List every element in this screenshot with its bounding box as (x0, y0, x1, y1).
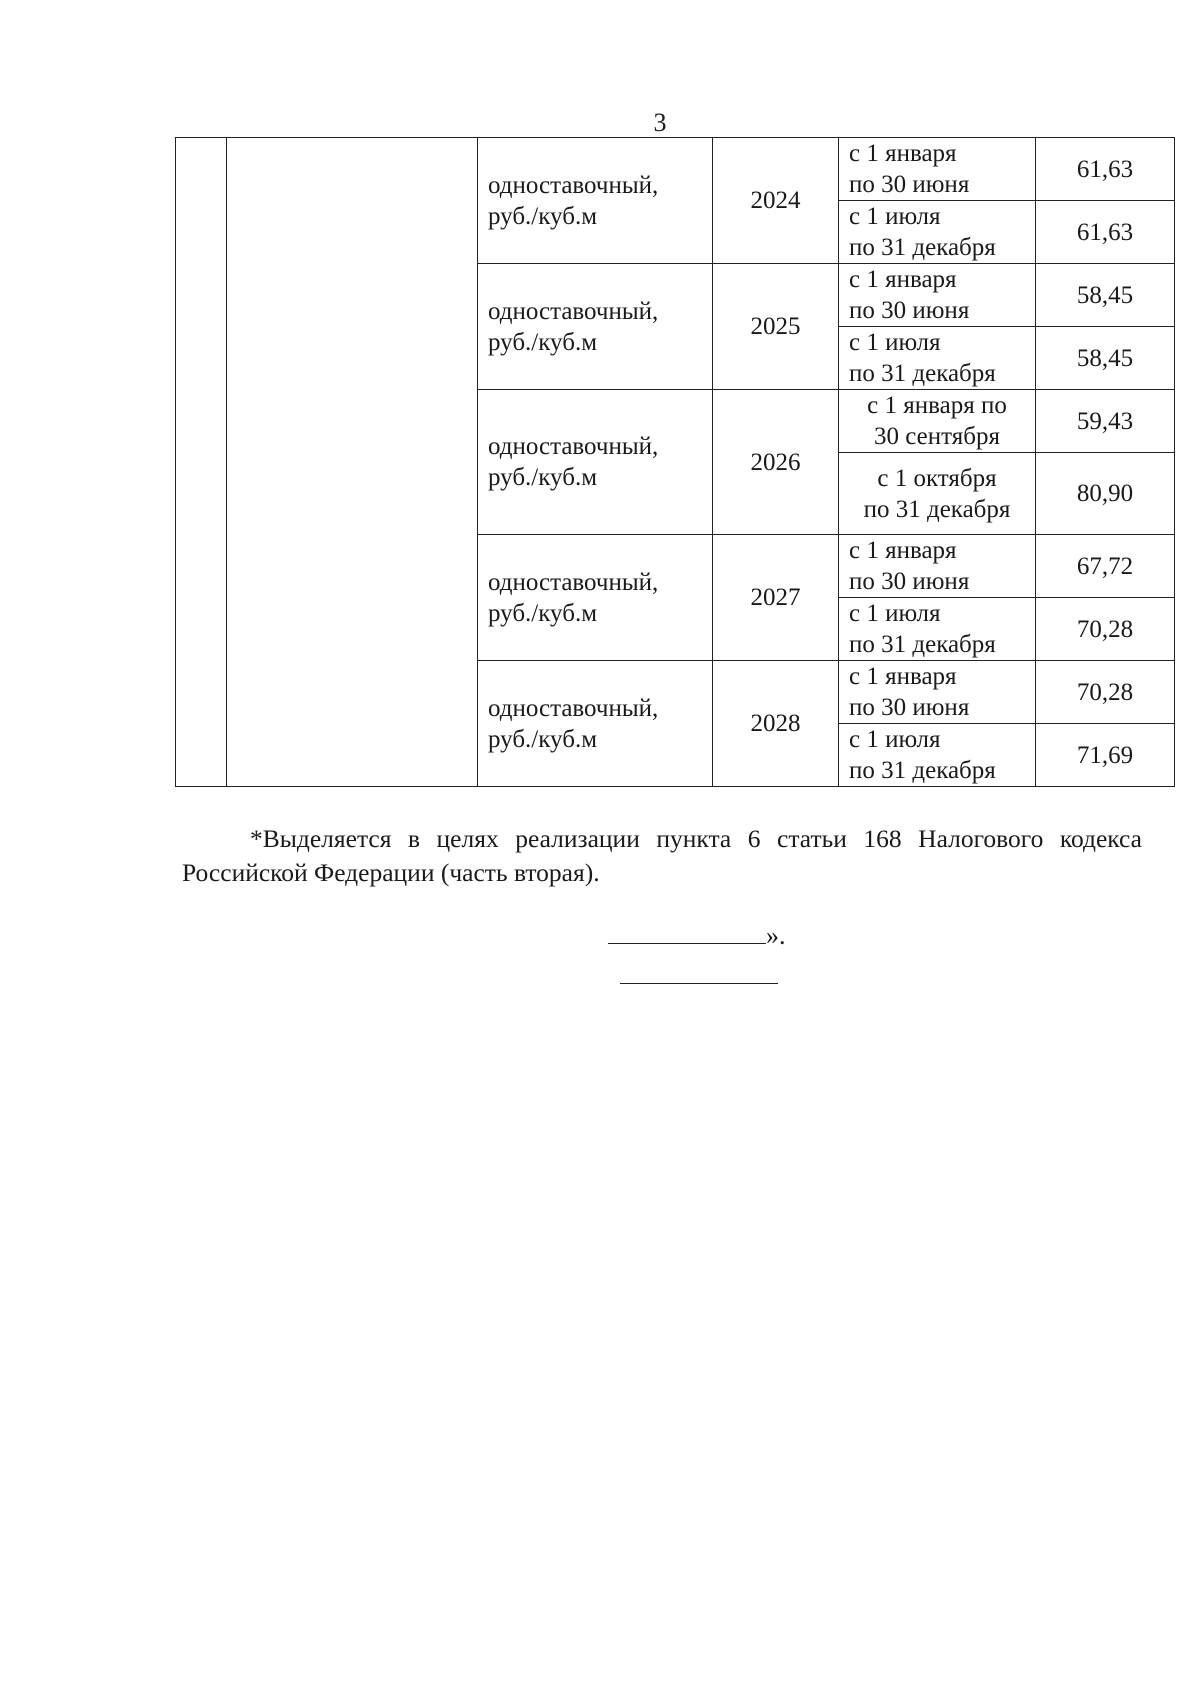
period-cell (839, 390, 1036, 453)
value-cell: 67,72 (1036, 535, 1175, 598)
tariff-type-cell (478, 535, 713, 661)
closing-mark (608, 917, 786, 951)
empty-column-b (227, 138, 478, 787)
table-row (176, 138, 1175, 201)
value-cell: 80,90 (1036, 453, 1175, 535)
period-cell (839, 724, 1036, 787)
period-line1: с 1 января (849, 663, 957, 690)
tariff-type-line2: руб./куб.м (488, 202, 598, 230)
empty-column-a (176, 138, 227, 787)
period-line2: по 30 июня (849, 297, 970, 324)
year-cell: 2028 (713, 661, 839, 787)
period-line2: по 30 июня (849, 568, 970, 595)
period-line2: по 31 декабря (849, 234, 996, 261)
year-cell: 2024 (713, 138, 839, 264)
period-line1: с 1 июля (849, 203, 941, 230)
closing-blank-line (608, 917, 766, 944)
period-line2: по 31 декабря (849, 360, 996, 387)
tariff-type-line2: руб./куб.м (488, 328, 598, 356)
period-line2: по 31 декабря (849, 631, 996, 658)
period-line2: по 31 декабря (849, 757, 996, 784)
period-line1: с 1 января по (867, 392, 1007, 419)
tariff-type-cell (478, 661, 713, 787)
period-line2: по 30 июня (849, 694, 970, 721)
tariff-type-line1: одноставочный, (488, 694, 659, 722)
period-line1: с 1 января (849, 140, 957, 167)
period-line1: с 1 июля (849, 329, 941, 356)
value-cell: 71,69 (1036, 724, 1175, 787)
period-cell (839, 327, 1036, 390)
footnote: *Выделяется в целях реализации пункта 6 статьи 168 Налогового кодекса Российской Федерации (часть вторая). (182, 824, 1142, 887)
period-cell (839, 453, 1036, 535)
tariff-type-line1: одноставочный, (488, 568, 659, 596)
period-line2: по 30 июня (849, 171, 970, 198)
period-cell (839, 535, 1036, 598)
value-cell: 59,43 (1036, 390, 1175, 453)
value-cell: 70,28 (1036, 661, 1175, 724)
period-cell (839, 138, 1036, 201)
year-cell: 2027 (713, 535, 839, 661)
period-line2: по 31 декабря (863, 495, 1011, 523)
value-cell: 70,28 (1036, 598, 1175, 661)
tariff-type-cell (478, 390, 713, 535)
year-cell: 2026 (713, 390, 839, 535)
period-line1: с 1 января (849, 537, 957, 564)
tariff-type-line1: одноставочный, (488, 433, 659, 460)
tariff-type-line2: руб./куб.м (488, 725, 598, 753)
period-line1: с 1 июля (849, 726, 941, 753)
period-cell (839, 598, 1036, 661)
value-cell: 58,45 (1036, 264, 1175, 327)
tariff-table (175, 137, 1175, 787)
value-cell: 61,63 (1036, 138, 1175, 201)
period-line2: 30 сентября (874, 423, 1000, 450)
tariff-type-line2: руб./куб.м (488, 464, 598, 491)
period-cell (839, 661, 1036, 724)
period-cell (839, 201, 1036, 264)
closing-quote: ». (766, 921, 786, 950)
period-line1: с 1 июля (849, 600, 941, 627)
period-line1: с 1 января (849, 266, 957, 293)
tariff-type-line2: руб./куб.м (488, 599, 598, 627)
tariff-type-line1: одноставочный, (488, 297, 659, 325)
value-cell: 61,63 (1036, 201, 1175, 264)
end-rule (620, 983, 778, 984)
value-cell: 58,45 (1036, 327, 1175, 390)
period-line1: с 1 октября (877, 464, 997, 492)
tariff-type-cell (478, 264, 713, 390)
page-number: 3 (653, 108, 667, 137)
year-cell: 2025 (713, 264, 839, 390)
tariff-type-line1: одноставочный, (488, 171, 659, 199)
tariff-type-cell (478, 138, 713, 264)
period-cell (839, 264, 1036, 327)
